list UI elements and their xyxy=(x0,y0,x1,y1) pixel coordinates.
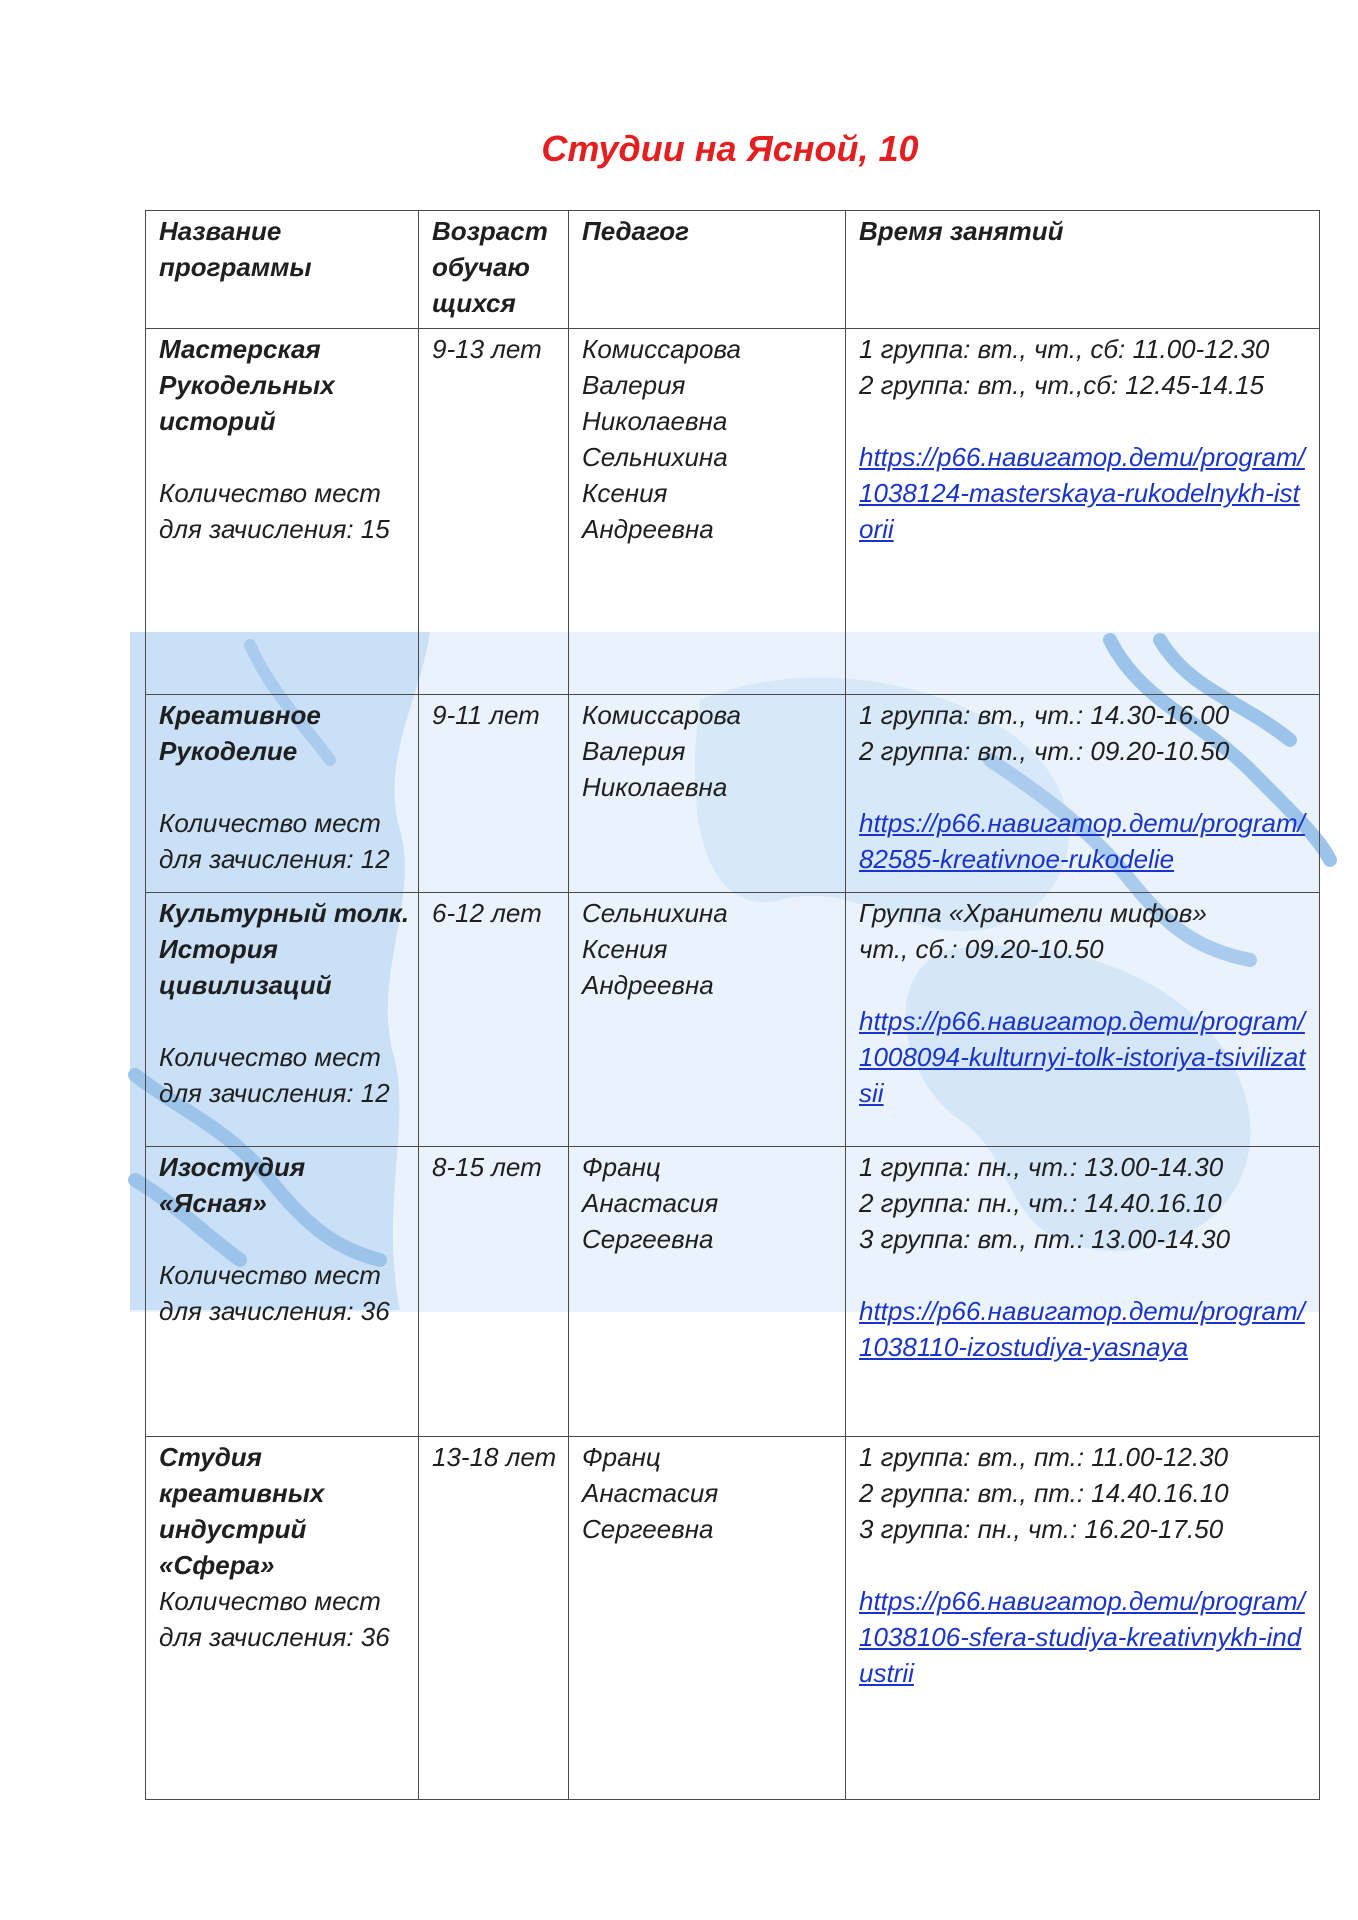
schedule-cell xyxy=(846,695,1320,893)
program-name: Креативное Рукоделие xyxy=(159,700,321,766)
teacher-line: Ксения xyxy=(582,934,668,964)
schedule-line: 1 группа: вт., чт.: 14.30-16.00 xyxy=(859,700,1230,730)
page-title: Студии на Ясной, 10 xyxy=(541,128,919,169)
age-cell: 9-13 лет xyxy=(419,329,569,695)
teacher-line: Андреевна xyxy=(582,970,714,1000)
column-header-teacher: Педагог xyxy=(569,211,846,329)
teacher-cell xyxy=(569,695,846,893)
table-row xyxy=(146,329,1320,695)
schedule-line: 2 группа: пн., чт.: 14.40.16.10 xyxy=(859,1188,1222,1218)
program-name: Изостудия «Ясная» xyxy=(159,1152,306,1218)
teacher-line: Николаевна xyxy=(582,406,728,436)
teacher-line: Франц xyxy=(582,1152,661,1182)
program-link[interactable]: https://р66.навигатор.дети/program/82585-kreativnoe-rukodelie xyxy=(859,808,1305,874)
age-cell: 6-12 лет xyxy=(419,893,569,1147)
table-row xyxy=(146,695,1320,893)
age-cell: 13-18 лет xyxy=(419,1437,569,1800)
teacher-line: Валерия xyxy=(582,736,686,766)
program-cell xyxy=(146,695,419,893)
schedule-line: чт., сб.: 09.20-10.50 xyxy=(859,934,1104,964)
teacher-line: Сельнихина xyxy=(582,898,728,928)
teacher-cell xyxy=(569,1437,846,1800)
column-header-name: Название программы xyxy=(146,211,419,329)
schedule-cell xyxy=(846,1147,1320,1437)
schedule-cell xyxy=(846,329,1320,695)
program-link[interactable]: https://р66.навигатор.дети/program/1038106-sfera-studiya-kreativnykh-industrii xyxy=(859,1586,1305,1688)
teacher-line: Сергеевна xyxy=(582,1224,714,1254)
teacher-line: Комиссарова xyxy=(582,334,741,364)
column-header-schedule: Время занятий xyxy=(846,211,1320,329)
schedule-line: 1 группа: пн., чт.: 13.00-14.30 xyxy=(859,1152,1224,1182)
seats-count: Количество мест для зачисления: 12 xyxy=(159,1042,390,1108)
teacher-line: Валерия xyxy=(582,370,686,400)
program-name: Мастерская Рукодельных историй xyxy=(159,334,335,436)
schedule-line: Группа «Хранители мифов» xyxy=(859,898,1207,928)
teacher-cell xyxy=(569,1147,846,1437)
schedule-line: 2 группа: вт., чт.: 09.20-10.50 xyxy=(859,736,1230,766)
age-cell: 9-11 лет xyxy=(419,695,569,893)
program-cell xyxy=(146,329,419,695)
teacher-cell xyxy=(569,329,846,695)
studios-table xyxy=(145,210,1320,1800)
program-link[interactable]: https://р66.навигатор.дети/program/1038124-masterskaya-rukodelnykh-istorii xyxy=(859,442,1305,544)
column-header-age: Возраст обучаю щихся xyxy=(419,211,569,329)
program-cell xyxy=(146,1437,419,1800)
seats-count: Количество мест для зачисления: 36 xyxy=(159,1260,390,1326)
teacher-line: Сельнихина xyxy=(582,442,728,472)
teacher-line: Сергеевна xyxy=(582,1514,714,1544)
schedule-line: 3 группа: вт., пт.: 13.00-14.30 xyxy=(859,1224,1231,1254)
seats-count: Количество мест для зачисления: 36 xyxy=(159,1586,390,1652)
table-row xyxy=(146,1437,1320,1800)
program-cell xyxy=(146,1147,419,1437)
schedule-line: 1 группа: вт., чт., сб: 11.00-12.30 xyxy=(859,334,1270,364)
teacher-cell xyxy=(569,893,846,1147)
schedule-line: 3 группа: пн., чт.: 16.20-17.50 xyxy=(859,1514,1224,1544)
age-cell: 8-15 лет xyxy=(419,1147,569,1437)
program-name: Студия креативных индустрий «Сфера» xyxy=(159,1442,325,1580)
program-link[interactable]: https://р66.навигатор.дети/program/1038110-izostudiya-yasnaya xyxy=(859,1296,1305,1362)
schedule-line: 2 группа: вт., чт.,сб: 12.45-14.15 xyxy=(859,370,1265,400)
teacher-line: Анастасия xyxy=(582,1188,719,1218)
teacher-line: Франц xyxy=(582,1442,661,1472)
schedule-cell xyxy=(846,893,1320,1147)
schedule-line: 2 группа: вт., пт.: 14.40.16.10 xyxy=(859,1478,1229,1508)
table-row xyxy=(146,1147,1320,1437)
teacher-line: Андреевна xyxy=(582,514,714,544)
table-header-row xyxy=(146,211,1320,329)
seats-count: Количество мест для зачисления: 12 xyxy=(159,808,390,874)
teacher-line: Ксения xyxy=(582,478,668,508)
seats-count: Количество мест для зачисления: 15 xyxy=(159,478,390,544)
table-row xyxy=(146,893,1320,1147)
teacher-line: Комиссарова xyxy=(582,700,741,730)
teacher-line: Анастасия xyxy=(582,1478,719,1508)
teacher-line: Николаевна xyxy=(582,772,728,802)
schedule-cell xyxy=(846,1437,1320,1800)
schedule-line: 1 группа: вт., пт.: 11.00-12.30 xyxy=(859,1442,1229,1472)
program-name: Культурный толк. История цивилизаций xyxy=(159,898,410,1000)
program-link[interactable]: https://р66.навигатор.дети/program/1008094-kulturnyi-tolk-istoriya-tsivilizatsii xyxy=(859,1006,1306,1108)
program-cell xyxy=(146,893,419,1147)
